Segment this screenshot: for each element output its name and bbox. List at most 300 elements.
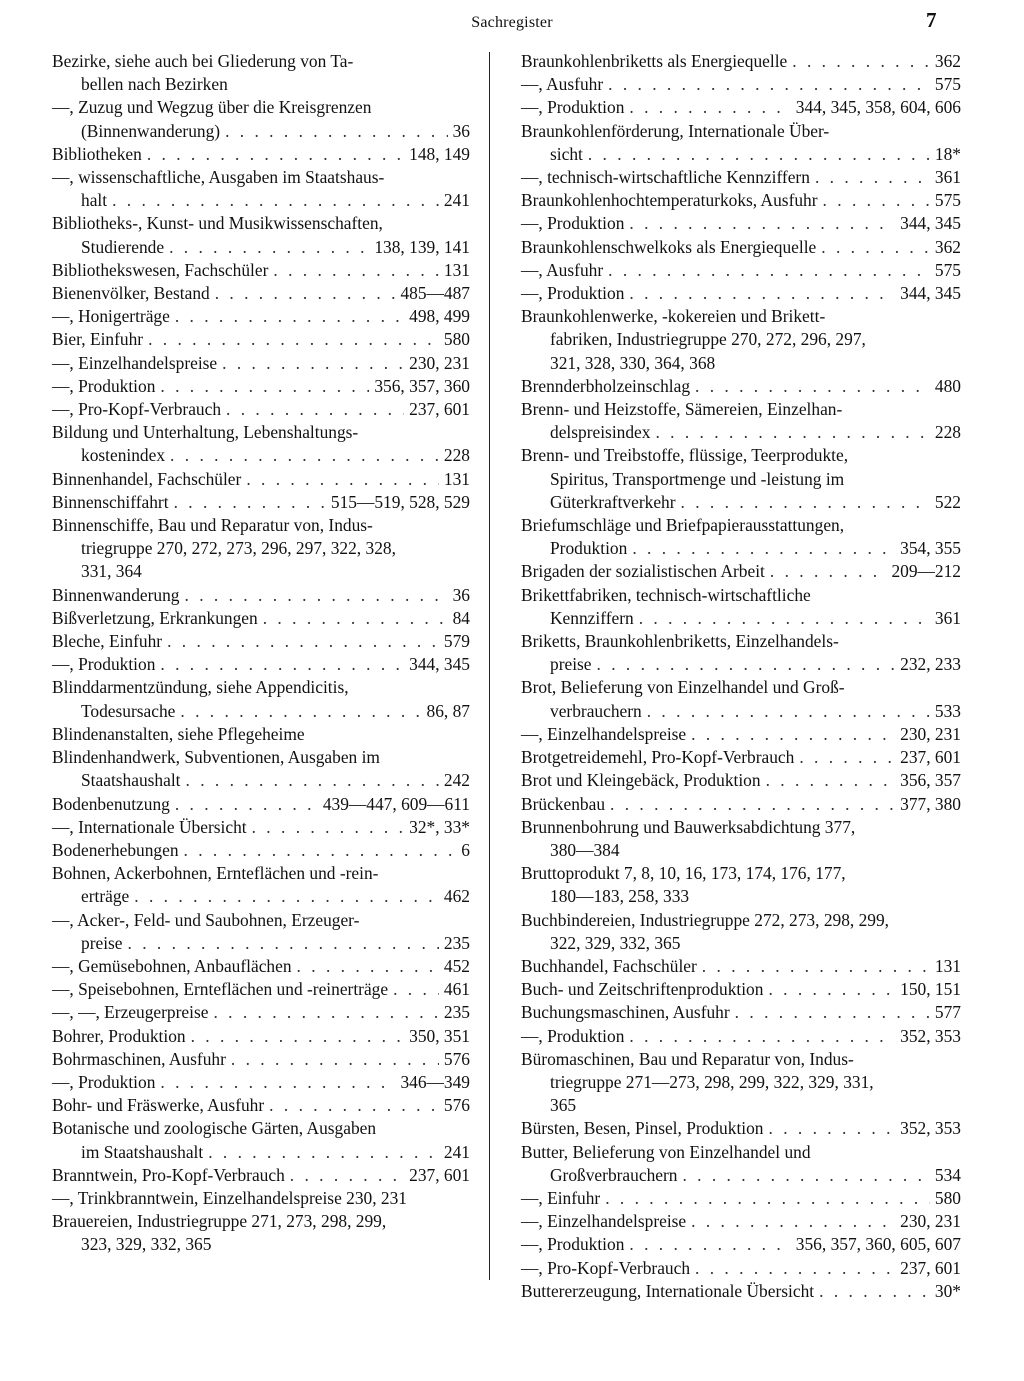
index-entry xyxy=(52,1071,470,1094)
index-entry-pages: 6 xyxy=(461,839,470,860)
index-entry xyxy=(521,584,961,630)
index-entry-term: Studierende xyxy=(81,236,165,257)
index-entry-term: Brückenbau xyxy=(521,793,606,814)
index-entry-line: 321, 328, 330, 364, 368 xyxy=(550,352,716,373)
index-entry xyxy=(52,978,470,1001)
index-entry-term: Binnenhandel, Fachschüler xyxy=(52,468,242,489)
index-entry-term: —, Produktion xyxy=(521,1234,625,1255)
index-entry-term: Brotgetreidemehl, Pro-Kopf-Verbrauch xyxy=(521,747,795,768)
index-entry-pages: 344, 345 xyxy=(900,213,961,234)
index-entry-pages: 346—349 xyxy=(400,1071,470,1092)
index-entry-term: —, Produktion xyxy=(521,1025,625,1046)
dot-leader xyxy=(222,352,404,375)
index-entry-term: —, Pro-Kopf-Verbrauch xyxy=(52,399,222,420)
index-entry-term: Brennderbholzeinschlag xyxy=(521,375,691,396)
index-entry-term: erträge xyxy=(81,886,130,907)
index-entry-line xyxy=(52,653,470,676)
index-entry xyxy=(521,73,961,96)
index-entry xyxy=(52,816,470,839)
index-entry-line xyxy=(521,1210,961,1233)
index-entry xyxy=(52,746,470,792)
index-entry xyxy=(52,1048,470,1071)
index-entry-line: Büromaschinen, Bau und Reparatur von, Indus- xyxy=(521,1048,854,1069)
dot-leader xyxy=(682,1164,929,1187)
index-entry-line xyxy=(521,560,961,583)
index-entry-line: Blindenhandwerk, Subventionen, Ausgaben im xyxy=(52,747,380,768)
index-entry xyxy=(521,1001,961,1024)
index-entry-line: Brenn- und Treibstoffe, flüssige, Teerprodukte, xyxy=(521,445,849,466)
index-entry-line xyxy=(521,96,961,119)
dot-leader xyxy=(213,1001,438,1024)
index-entry-term: verbrauchern xyxy=(550,700,642,721)
index-entry-line: Butter, Belieferung von Einzelhandel und xyxy=(521,1141,811,1162)
index-entry-pages: 344, 345, 358, 604, 606 xyxy=(795,97,961,118)
dot-leader xyxy=(160,653,404,676)
index-entry-pages: 575 xyxy=(934,74,961,95)
index-entry-pages: 235 xyxy=(443,1002,470,1023)
dot-leader xyxy=(290,1164,404,1187)
index-entry-pages: 352, 353 xyxy=(900,1025,961,1046)
index-entry-line xyxy=(52,491,470,514)
index-entry-line: Binnenschiffe, Bau und Reparatur von, Indus- xyxy=(52,515,373,536)
index-entry xyxy=(521,50,961,73)
index-entry-pages: 350, 351 xyxy=(409,1025,470,1046)
index-entry-term: preise xyxy=(81,932,123,953)
index-entry-line xyxy=(52,955,470,978)
index-entry xyxy=(52,328,470,351)
index-entry-line xyxy=(521,259,961,282)
index-entry-pages: 131 xyxy=(443,468,470,489)
index-entry-term: Bißverletzung, Erkrankungen xyxy=(52,607,258,628)
index-entry xyxy=(52,305,470,328)
dot-leader xyxy=(799,746,895,769)
index-entry-term: Produktion xyxy=(550,538,628,559)
index-entry-term: im Staatshaushalt xyxy=(81,1141,204,1162)
index-entry-line: Briketts, Braunkohlenbriketts, Einzelhandels- xyxy=(521,631,839,652)
index-entry-pages: 580 xyxy=(934,1187,961,1208)
index-entry-pages: 576 xyxy=(443,1095,470,1116)
index-entry-term: Buchhandel, Fachschüler xyxy=(521,955,697,976)
index-entry xyxy=(52,1164,470,1187)
index-entry-pages: 232, 233 xyxy=(900,654,961,675)
index-entry-pages: 356, 357, 360 xyxy=(374,375,470,396)
index-entry xyxy=(52,793,470,816)
index-entry xyxy=(52,491,470,514)
index-entry xyxy=(521,166,961,189)
dot-leader xyxy=(610,793,895,816)
dot-leader xyxy=(629,282,895,305)
index-entry-line xyxy=(521,978,961,1001)
index-entry-pages: 131 xyxy=(934,955,961,976)
index-entry xyxy=(521,1280,961,1303)
index-entry xyxy=(521,816,961,862)
index-entry-line xyxy=(52,328,470,351)
dot-leader xyxy=(160,1071,395,1094)
index-entry-pages: 235 xyxy=(443,932,470,953)
index-entry-pages: 32*, 33* xyxy=(409,816,470,837)
index-entry-line xyxy=(52,978,470,1001)
index-entry-term: —, Pro-Kopf-Verbrauch xyxy=(521,1257,691,1278)
index-entry xyxy=(521,1025,961,1048)
index-entry-pages: 131 xyxy=(443,259,470,280)
index-entry xyxy=(521,444,961,514)
index-entry-line: Bildung und Unterhaltung, Lebenshaltungs- xyxy=(52,422,359,443)
index-entry-term: —, Gemüsebohnen, Anbauflächen xyxy=(52,955,292,976)
index-entry-term: Braunkohlenhochtemperaturkoks, Ausfuhr xyxy=(521,190,818,211)
index-entry-pages: 575 xyxy=(934,259,961,280)
index-entry-line xyxy=(52,839,470,862)
index-entry-pages: 209—212 xyxy=(891,561,961,582)
index-entry-line xyxy=(52,630,470,653)
index-entry-line xyxy=(52,584,470,607)
index-entry-line xyxy=(52,282,470,305)
index-entry-term: —, Produktion xyxy=(521,97,625,118)
dot-leader xyxy=(112,189,439,212)
index-entry xyxy=(52,212,470,258)
index-entry-line xyxy=(52,769,470,792)
index-entry xyxy=(52,259,470,282)
index-entry-line: Brot, Belieferung von Einzelhandel und Groß- xyxy=(521,677,845,698)
index-entry xyxy=(52,143,470,166)
index-entry-line xyxy=(521,700,961,723)
index-entry-term: Bohr- und Fräswerke, Ausfuhr xyxy=(52,1095,265,1116)
page-number: 7 xyxy=(926,8,937,32)
index-entry-pages: 452 xyxy=(443,955,470,976)
dot-leader xyxy=(629,1025,895,1048)
index-entry-line xyxy=(52,1048,470,1071)
dot-leader xyxy=(208,1141,439,1164)
dot-leader xyxy=(655,421,929,444)
index-entry-line: —, Acker-, Feld- und Saubohnen, Erzeuger- xyxy=(52,909,360,930)
index-entry-line xyxy=(52,1071,470,1094)
index-entry xyxy=(521,1117,961,1140)
dot-leader xyxy=(770,560,887,583)
dot-leader xyxy=(605,1187,930,1210)
index-entry-line xyxy=(52,143,470,166)
index-entry-term: Brot und Kleingebäck, Produktion xyxy=(521,770,761,791)
index-entry-line xyxy=(52,1001,470,1024)
index-entry-pages: 36 xyxy=(452,120,470,141)
dot-leader xyxy=(695,1257,895,1280)
index-entry xyxy=(521,955,961,978)
index-entry-term: Braunkohlenschwelkoks als Energiequelle xyxy=(521,236,817,257)
index-entry xyxy=(521,1210,961,1233)
index-entry xyxy=(521,282,961,305)
index-entry-pages: 230, 231 xyxy=(409,352,470,373)
index-entry-pages: 439—447, 609—611 xyxy=(322,793,470,814)
index-entry-pages: 138, 139, 141 xyxy=(374,236,470,257)
index-entry-term: Bodenerhebungen xyxy=(52,839,179,860)
dot-leader xyxy=(147,143,404,166)
index-entry-term: kostenindex xyxy=(81,445,166,466)
dot-leader xyxy=(169,236,369,259)
index-entry-pages: 230, 231 xyxy=(900,723,961,744)
index-entry-line xyxy=(521,746,961,769)
index-entry-line xyxy=(521,73,961,96)
index-entry-line xyxy=(521,793,961,816)
index-entry-line xyxy=(521,1257,961,1280)
index-entry-pages: 150, 151 xyxy=(900,979,961,1000)
dot-leader xyxy=(191,1025,405,1048)
dot-leader xyxy=(297,955,439,978)
index-entry-line: Blinddarmentzündung, siehe Appendicitis, xyxy=(52,677,349,698)
index-entry-term: —, Ausfuhr xyxy=(521,259,604,280)
dot-leader xyxy=(148,328,439,351)
index-entry-term: Todesursache xyxy=(81,700,176,721)
index-entry xyxy=(52,723,470,746)
index-entry xyxy=(52,1210,470,1256)
index-entry xyxy=(521,1233,961,1256)
index-entry-term: Bleche, Einfuhr xyxy=(52,631,163,652)
index-entry-pages: 462 xyxy=(443,886,470,907)
index-entry-line xyxy=(521,1233,961,1256)
index-entry xyxy=(52,50,470,96)
index-entry-line xyxy=(521,1117,961,1140)
index-entry-term: Bohrmaschinen, Ausfuhr xyxy=(52,1048,226,1069)
index-entry xyxy=(52,1001,470,1024)
index-entry-term: —, Einzelhandelspreise xyxy=(521,1211,687,1232)
index-entry-line: Bohnen, Ackerbohnen, Ernteflächen und -rein- xyxy=(52,863,379,884)
dot-leader xyxy=(629,96,790,119)
index-entry-term: Kennziffern xyxy=(550,607,634,628)
index-entry-line xyxy=(52,236,470,259)
index-entry-pages: 575 xyxy=(934,190,961,211)
index-entry-pages: 344, 345 xyxy=(900,283,961,304)
index-entry xyxy=(521,723,961,746)
index-entry-pages: 148, 149 xyxy=(409,143,470,164)
index-entry xyxy=(52,955,470,978)
index-entry xyxy=(521,514,961,560)
index-entry-pages: 485—487 xyxy=(400,283,470,304)
index-entry-pages: 498, 499 xyxy=(409,306,470,327)
index-entry xyxy=(52,839,470,862)
index-entry xyxy=(521,1187,961,1210)
index-entry xyxy=(521,1257,961,1280)
index-entry-term: Brigaden der sozialistischen Arbeit xyxy=(521,561,765,582)
index-entry-pages: 356, 357 xyxy=(900,770,961,791)
index-entry-term: Buch- und Zeitschriftenproduktion xyxy=(521,979,764,1000)
dot-leader xyxy=(815,166,930,189)
index-entry-pages: 230, 231 xyxy=(900,1211,961,1232)
index-entry-term: Bibliotheken xyxy=(52,143,142,164)
running-title: Sachregister xyxy=(471,14,553,31)
dot-leader xyxy=(597,653,896,676)
dot-leader xyxy=(608,259,930,282)
index-entry-line xyxy=(52,816,470,839)
index-entry-pages: 461 xyxy=(443,979,470,1000)
index-entry-line xyxy=(52,305,470,328)
index-entry-term: —, Produktion xyxy=(52,1071,156,1092)
index-entry-pages: 580 xyxy=(443,329,470,350)
index-entry-term: halt xyxy=(81,190,108,211)
index-entry xyxy=(52,1025,470,1048)
index-column-right xyxy=(521,50,961,1303)
index-entry-line xyxy=(521,1164,961,1187)
index-entry-line: Spiritus, Transportmenge und -leistung im xyxy=(550,468,845,489)
index-entry xyxy=(521,909,961,955)
index-entry-line xyxy=(52,398,470,421)
index-entry-pages: 356, 357, 360, 605, 607 xyxy=(795,1234,961,1255)
index-entry xyxy=(521,746,961,769)
index-entry-line xyxy=(521,375,961,398)
index-entry-term: sicht xyxy=(550,143,583,164)
index-entry-pages: 344, 345 xyxy=(409,654,470,675)
index-entry-line: Bruttoprodukt 7, 8, 10, 16, 173, 174, 176, 177, xyxy=(521,863,846,884)
index-entry xyxy=(52,584,470,607)
index-entry-line xyxy=(52,259,470,282)
dot-leader xyxy=(246,468,439,491)
dot-leader xyxy=(629,1233,790,1256)
index-entry-line: Braunkohlenförderung, Internationale Über- xyxy=(521,120,830,141)
index-entry-line xyxy=(52,700,470,723)
index-entry-line xyxy=(52,885,470,908)
index-entry-line xyxy=(52,1094,470,1117)
index-entry-term: —, technisch-wirtschaftliche Kennziffern xyxy=(521,167,810,188)
index-entry-line xyxy=(521,491,961,514)
dot-leader xyxy=(766,769,896,792)
index-entry-pages: 576 xyxy=(443,1048,470,1069)
index-entry xyxy=(521,305,961,375)
index-entry-line xyxy=(52,607,470,630)
index-entry-line xyxy=(52,189,470,212)
index-entry-line xyxy=(52,932,470,955)
index-entry-pages: 522 xyxy=(934,491,961,512)
index-entry-line: —, Trinkbranntwein, Einzelhandelspreise 230, 231 xyxy=(52,1187,408,1208)
index-entry-line: —, wissenschaftliche, Ausgaben im Staatshaus- xyxy=(52,167,385,188)
index-entry-line xyxy=(521,212,961,235)
index-entry-line: Brikettfabriken, technisch-wirtschaftliche xyxy=(521,584,811,605)
index-entry-pages: 30* xyxy=(934,1280,961,1301)
index-entry xyxy=(52,676,470,722)
index-entry xyxy=(52,282,470,305)
dot-leader xyxy=(252,816,405,839)
index-entry-line xyxy=(52,375,470,398)
index-entry-pages: 237, 601 xyxy=(900,747,961,768)
index-entry xyxy=(521,398,961,444)
dot-leader xyxy=(175,793,318,816)
column-divider xyxy=(489,52,490,1280)
index-entry-line: Buchbindereien, Industriegruppe 272, 273, 298, 299, xyxy=(521,909,890,930)
index-column-left xyxy=(52,50,470,1257)
index-entry-term: Bohrer, Produktion xyxy=(52,1025,186,1046)
index-entry-line: Blindenanstalten, siehe Pflegeheime xyxy=(52,723,305,744)
index-entry xyxy=(52,514,470,584)
index-entry-pages: 241 xyxy=(443,1141,470,1162)
index-entry xyxy=(52,607,470,630)
index-entry-term: Bibliothekswesen, Fachschüler xyxy=(52,259,269,280)
index-entry xyxy=(521,96,961,119)
index-entry xyxy=(521,189,961,212)
index-entry-line xyxy=(521,143,961,166)
index-entry-line: Brenn- und Heizstoffe, Sämereien, Einzelhan- xyxy=(521,399,843,420)
index-entry xyxy=(52,468,470,491)
index-entry-line xyxy=(52,468,470,491)
index-entry-line xyxy=(521,1025,961,1048)
index-entry-line: triegruppe 270, 272, 273, 296, 297, 322, 328, xyxy=(81,538,396,559)
index-entry-pages: 237, 601 xyxy=(900,1257,961,1278)
index-entry-line xyxy=(521,1280,961,1303)
index-entry xyxy=(521,862,961,908)
index-entry-term: Braunkohlenbriketts als Energiequelle xyxy=(521,51,788,71)
index-entry-pages: 354, 355 xyxy=(900,538,961,559)
index-entry-pages: 577 xyxy=(934,1002,961,1023)
dot-leader xyxy=(180,700,421,723)
index-entry xyxy=(521,212,961,235)
dot-leader xyxy=(226,398,404,421)
index-entry xyxy=(521,560,961,583)
index-entry-pages: 361 xyxy=(934,167,961,188)
dot-leader xyxy=(167,630,439,653)
index-entry-term: Bienenvölker, Bestand xyxy=(52,283,210,304)
dot-leader xyxy=(273,259,439,282)
index-entry-pages: 84 xyxy=(452,607,470,628)
index-entry xyxy=(521,769,961,792)
index-entry-term: —, Produktion xyxy=(52,375,156,396)
index-entry-term: —, Produktion xyxy=(521,213,625,234)
index-entry-line: 322, 329, 332, 365 xyxy=(550,932,681,953)
index-entry-term: (Binnenwanderung) xyxy=(81,120,221,141)
index-entry-line xyxy=(521,1187,961,1210)
index-entry-term: Binnenwanderung xyxy=(52,584,180,605)
index-entry-pages: 515—519, 528, 529 xyxy=(330,491,470,512)
index-entry-term: Binnenschiffahrt xyxy=(52,491,169,512)
index-entry-pages: 361 xyxy=(934,607,961,628)
index-entry-line xyxy=(521,1001,961,1024)
dot-leader xyxy=(588,143,930,166)
index-entry xyxy=(521,259,961,282)
index-entry-term: —, Speisebohnen, Ernteflächen und -reinerträge xyxy=(52,979,389,1000)
index-entry-pages: 241 xyxy=(443,190,470,211)
index-entry-line xyxy=(52,1164,470,1187)
index-entry-pages: 533 xyxy=(934,700,961,721)
index-entry xyxy=(521,120,961,166)
index-entry-pages: 362 xyxy=(934,51,961,71)
index-entry-line xyxy=(521,537,961,560)
dot-leader xyxy=(769,1117,896,1140)
dot-leader xyxy=(231,1048,439,1071)
dot-leader xyxy=(695,375,930,398)
dot-leader xyxy=(792,50,930,73)
index-entry-line: Brauereien, Industriegruppe 271, 273, 298, 299, xyxy=(52,1211,387,1232)
index-entry-term: —, Einzelhandelspreise xyxy=(521,723,687,744)
index-entry-line xyxy=(521,769,961,792)
dot-leader xyxy=(184,839,457,862)
index-entry-term: —, Produktion xyxy=(52,654,156,675)
index-entry-line xyxy=(521,421,961,444)
index-entry-term: preise xyxy=(550,654,592,675)
index-entry-line: Bezirke, siehe auch bei Gliederung von Ta- xyxy=(52,51,354,71)
dot-leader xyxy=(128,932,439,955)
dot-leader xyxy=(632,537,895,560)
index-entry-pages: 228 xyxy=(443,445,470,466)
index-entry-line xyxy=(52,1141,470,1164)
index-entry-line: triegruppe 271—273, 298, 299, 322, 329, 331, xyxy=(550,1071,874,1092)
index-entry-line: —, Zuzug und Wegzug über die Kreisgrenzen xyxy=(52,97,372,118)
index-entry-term: Bürsten, Besen, Pinsel, Produktion xyxy=(521,1118,764,1139)
index-entry-line: Bibliotheks-, Kunst- und Musikwissenschaften, xyxy=(52,213,383,234)
index-entry-term: —, —, Erzeugerpreise xyxy=(52,1002,209,1023)
index-entry-pages: 362 xyxy=(934,236,961,257)
dot-leader xyxy=(629,212,895,235)
index-entry-pages: 579 xyxy=(443,631,470,652)
index-entry xyxy=(52,96,470,142)
dot-leader xyxy=(639,607,930,630)
dot-leader xyxy=(393,978,439,1001)
index-entry-line xyxy=(521,607,961,630)
index-entry-pages: 86, 87 xyxy=(426,700,470,721)
dot-leader xyxy=(174,491,326,514)
dot-leader xyxy=(681,491,930,514)
